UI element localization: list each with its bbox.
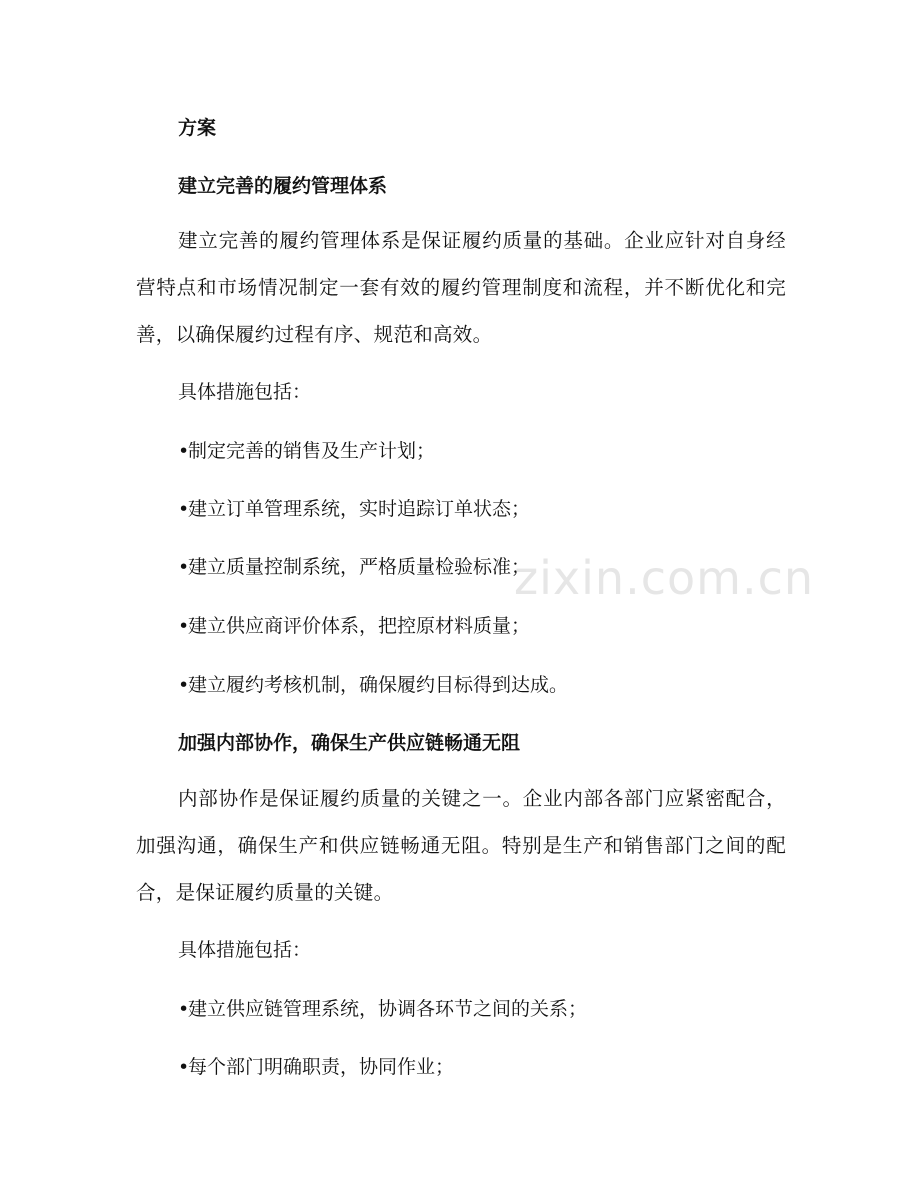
bullet-icon: • <box>178 998 190 1020</box>
bullet-icon: • <box>178 674 190 696</box>
bullet-icon: • <box>178 556 190 578</box>
bullet-icon: • <box>178 1056 190 1078</box>
list-item <box>178 997 587 1021</box>
list-item-text: 建立供应链管理系统，协调各环节之间的关系； <box>188 998 588 1020</box>
list-item <box>178 555 530 579</box>
list-item <box>178 1055 454 1079</box>
section2-heading: 加强内部协作，确保生产供应链畅通无阻 <box>178 732 521 754</box>
list-item-text: 制定完善的销售及生产计划； <box>188 440 436 462</box>
list-item <box>178 614 530 638</box>
watermark: zixin.com.cn <box>514 551 815 605</box>
bullet-icon: • <box>178 440 190 462</box>
bullet-icon: • <box>178 498 190 520</box>
list-item-text: 建立质量控制系统，严格质量检验标准； <box>188 556 531 578</box>
section2-measures-intro: 具体措施包括： <box>178 939 312 961</box>
section1-heading: 建立完善的履约管理体系 <box>178 175 388 197</box>
list-item <box>178 439 435 463</box>
list-item <box>178 673 568 697</box>
section-title: 方案 <box>178 117 217 139</box>
list-item-text: 建立订单管理系统，实时追踪订单状态； <box>188 498 531 520</box>
section1-measures-intro: 具体措施包括： <box>178 381 312 403</box>
list-item <box>178 497 530 521</box>
section1-paragraph: 建立完善的履约管理体系是保证履约质量的基础。企业应针对自身经营特点和市场情况制定一套有效的履约管理制度和流程，并不断优化和完善，以确保履约过程有序、规范和高效。 <box>136 229 786 346</box>
section2-paragraph: 内部协作是保证履约质量的关键之一。企业内部各部门应紧密配合，加强沟通，确保生产和供应链畅通无阻。特别是生产和销售部门之间的配合，是保证履约质量的关键。 <box>136 787 786 904</box>
list-item-text: 建立供应商评价体系，把控原材料质量； <box>188 615 531 637</box>
list-item-text: 每个部门明确职责，协同作业； <box>188 1056 455 1078</box>
bullet-icon: • <box>178 615 190 637</box>
list-item-text: 建立履约考核机制，确保履约目标得到达成。 <box>188 674 569 696</box>
